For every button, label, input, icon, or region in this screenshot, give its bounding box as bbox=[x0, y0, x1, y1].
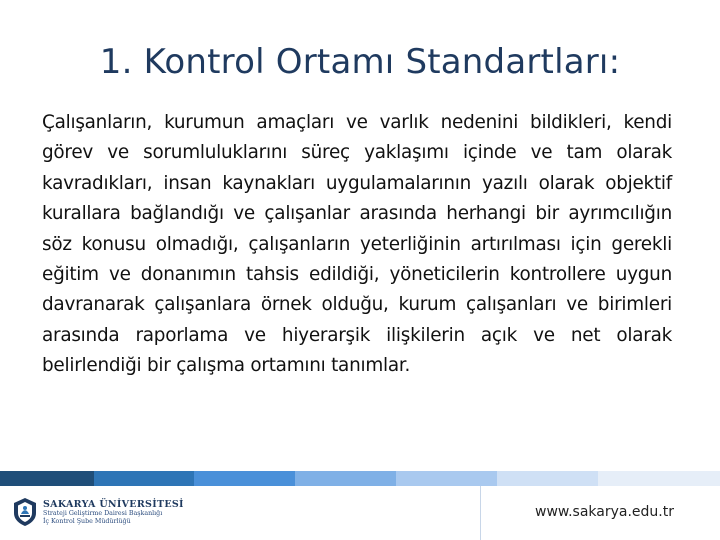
band-segment bbox=[0, 471, 94, 486]
band-segment bbox=[94, 471, 195, 486]
university-logo bbox=[12, 494, 184, 530]
band-segment bbox=[295, 471, 396, 486]
band-segment bbox=[194, 471, 295, 486]
band-segment bbox=[396, 471, 497, 486]
band-segment bbox=[497, 471, 598, 486]
band-segment bbox=[598, 471, 720, 486]
university-emblem-icon bbox=[12, 497, 38, 527]
website-url: www.sakarya.edu.tr bbox=[535, 504, 674, 520]
footer-color-band bbox=[0, 471, 720, 486]
logo-name: SAKARYA ÜNİVERSİTESİ bbox=[43, 498, 184, 510]
slide-body-text: Çalışanların, kurumun amaçları ve varlık nedenini bildikleri, kendi görev ve sorumluluklarını süreç yaklaşımı içinde ve tam olarak kavradıkları, insan kaynakları uygulamalarının yazılı olarak objektif kurallara bağlandığı ve çalışanlar arasında herhangi bir ayrımcılığın söz konusu olmadığı, çalışanların yeterliğinin artırılması için gerekli eğitim ve donanımın tahsis edildiği, yöneticilerin kontrollere uygun davranarak çalışanlara örnek olduğu, kurum çalışanları ve birimleri arasında raporlama ve hiyerarşik ilişkilerin açık ve net olarak belirlendiği bir çalışma ortamını tanımlar. bbox=[42, 112, 672, 377]
slide-title: 1. Kontrol Ortamı Standartları: bbox=[99, 42, 621, 82]
footer-divider bbox=[480, 486, 481, 540]
logo-subtitle-2: İç Kontrol Şube Müdürlüğü bbox=[43, 517, 131, 525]
logo-subtitle: Strateji Geliştirme Dairesi Başkanlığı bbox=[43, 509, 163, 517]
